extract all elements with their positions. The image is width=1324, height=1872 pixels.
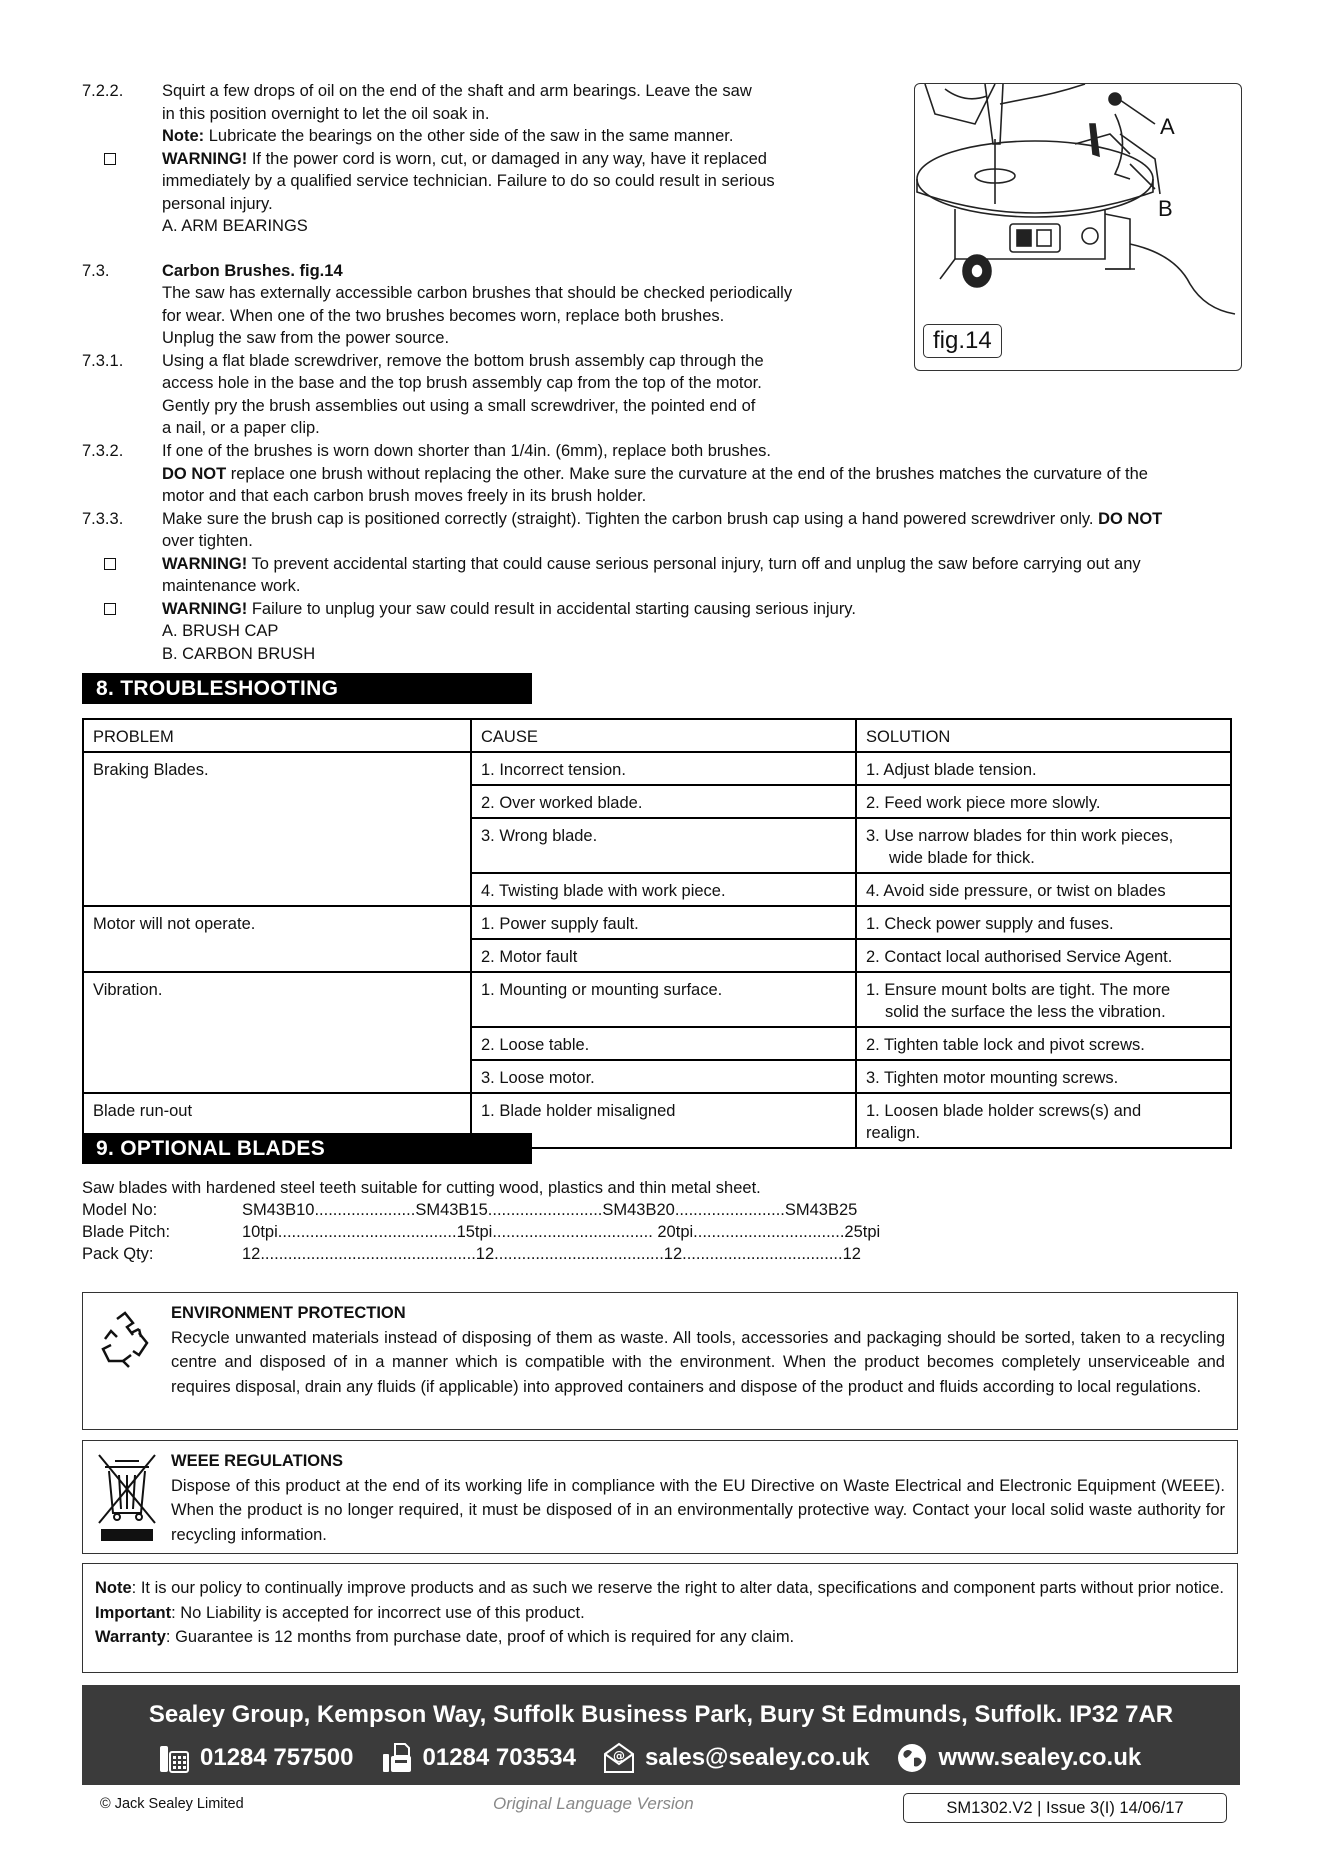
copyright: © Jack Sealey Limited <box>100 1796 244 1812</box>
optional-blades-heading: 9. OPTIONAL BLADES <box>82 1133 532 1164</box>
weee-content <box>171 1449 1225 1547</box>
qty-values: 12...............................................12.....................................12...................................12 <box>242 1245 861 1263</box>
optional-blades-section <box>82 1177 1182 1265</box>
email-item <box>603 1742 869 1774</box>
step-number: 7.3.2. <box>82 442 124 460</box>
cause-cell: 4. Twisting blade with work piece. <box>471 873 856 906</box>
solution-cell: 1. Adjust blade tension. <box>856 752 1231 785</box>
fax-item <box>381 1742 577 1774</box>
troubleshooting-heading: 8. TROUBLESHOOTING <box>82 673 532 704</box>
phone-number[interactable]: 01284 757500 <box>200 1744 354 1771</box>
problem-cell: Motor will not operate. <box>83 906 471 972</box>
warning-text: To prevent accidental starting that could cause serious personal injury, turn off and unplug the saw before carrying out any <box>247 554 1141 573</box>
warning-text: immediately by a qualified service technician. Failure to do so could result in serious <box>162 172 775 190</box>
blades-intro: Saw blades with hardened steel teeth suitable for cutting wood, plastics and thin metal sheet. <box>82 1179 761 1197</box>
warning-label: WARNING! <box>162 554 248 573</box>
warning-text: maintenance work. <box>162 577 301 595</box>
solution-cell: 3. Tighten motor mounting screws. <box>856 1060 1231 1093</box>
web-item <box>896 1742 1141 1774</box>
weee-box <box>82 1440 1238 1554</box>
part-label: A. BRUSH CAP <box>162 622 279 640</box>
step-7-3-3 <box>82 508 1242 553</box>
model-row <box>82 1199 1182 1221</box>
company-address: Sealey Group, Kempson Way, Suffolk Business Park, Bury St Edmunds, Suffolk. IP32 7AR <box>148 1701 1174 1728</box>
recycle-icon <box>95 1309 155 1369</box>
warning-label: WARNING! <box>162 149 248 168</box>
table-row <box>83 906 1231 939</box>
table-row <box>83 972 1231 1027</box>
warning-text: If the power cord is worn, cut, or damaged in any way, have it replaced <box>247 149 767 168</box>
cause-cell: 1. Power supply fault. <box>471 906 856 939</box>
note-text: Lubricate the bearings on the other side of the saw in the same manner. <box>204 127 734 145</box>
checkbox-bullet-icon <box>104 558 116 570</box>
do-not-label: DO NOT <box>162 464 227 483</box>
solution-text: solid the surface the less the vibration. <box>885 1003 1166 1021</box>
cause-cell: 1. Mounting or mounting surface. <box>471 972 856 1027</box>
checkbox-bullet-icon <box>104 153 116 165</box>
step-7-3-2 <box>82 440 1242 508</box>
solution-text: 1. Ensure mount bolts are tight. The more <box>866 981 1171 999</box>
solution-cell: 2. Feed work piece more slowly. <box>856 785 1231 818</box>
email-address[interactable]: sales@sealey.co.uk <box>645 1744 870 1771</box>
note-label: Note: <box>162 127 205 145</box>
callout-b: B <box>1158 196 1173 221</box>
pitch-label: Blade Pitch: <box>82 1223 171 1241</box>
step-7-3-1 <box>82 350 894 440</box>
step-text: If one of the brushes is worn down shorter than 1/4in. (6mm), replace both brushes. <box>162 442 771 460</box>
part-label: B. CARBON BRUSH <box>162 644 316 663</box>
pitch-row <box>82 1221 1182 1243</box>
environment-box <box>82 1292 1238 1430</box>
step-text: The saw has externally accessible carbon brushes that should be checked periodically <box>162 284 793 302</box>
website-link[interactable]: www.sealey.co.uk <box>938 1744 1142 1771</box>
cause-cell: 2. Over worked blade. <box>471 785 856 818</box>
globe-icon <box>896 1742 928 1774</box>
table-header-row <box>83 719 1231 752</box>
model-values: SM43B10......................SM43B15.........................SM43B20........................SM43B25 <box>242 1201 858 1219</box>
solution-text: wide blade for thick. <box>889 849 1035 867</box>
warning-accidental-start <box>82 553 1242 598</box>
problem-cell: Braking Blades. <box>83 752 471 906</box>
maintenance-section-wide <box>82 440 1242 665</box>
issue-badge: SM1302.V2 | Issue 3(I) 14/06/17 <box>903 1793 1227 1823</box>
troubleshooting-table <box>82 718 1232 1149</box>
warning-text: Failure to unplug your saw could result in accidental starting causing serious injury. <box>247 599 856 618</box>
solution-cell <box>856 818 1231 873</box>
figure-14 <box>914 83 1242 371</box>
checkbox-bullet-icon <box>104 603 116 615</box>
notes-content <box>95 1576 1225 1650</box>
step-text: in this position overnight to let the oil soak in. <box>162 104 490 123</box>
solution-cell: 2. Contact local authorised Service Agent. <box>856 939 1231 972</box>
footer-bar <box>82 1685 1240 1785</box>
solution-text: 1. Loosen blade holder screws(s) and <box>866 1102 1142 1120</box>
step-number: 7.3.3. <box>82 509 124 528</box>
step-text: Make sure the brush cap is positioned correctly (straight). Tighten the carbon brush cap using a hand powered screwdriver only. <box>162 509 1099 528</box>
solution-text: realign. <box>866 1124 921 1142</box>
environment-text: Recycle unwanted materials instead of disposing of them as waste. All tools, accessories and packaging should be sorted, taken to a recycling centre and disposed of in a manner which is compatible with the environment. When the product becomes completely unserviceable and requires disposal, drain any fluids (if applicable) into approved containers and dispose of the product and fluids according to local regulations. <box>171 1328 1225 1396</box>
weee-text: Dispose of this product at the end of its working life in compliance with the EU Directive on Waste Electrical and Electronic Equipment (WEEE). When the product is no longer required, it must be disposed of in an environmentally protective way. Contact your local solid waste authority for recycling information. <box>171 1476 1225 1544</box>
header-problem: PROBLEM <box>83 719 471 752</box>
qty-row <box>82 1243 1182 1265</box>
important-label: Important <box>95 1603 172 1622</box>
step-text: for wear. When one of the two brushes becomes worn, replace both brushes. <box>162 306 725 325</box>
warranty-paragraph <box>95 1625 1225 1650</box>
warning-unplug <box>82 598 1242 666</box>
fax-icon <box>381 1742 413 1774</box>
warranty-text: : Guarantee is 12 months from purchase date, proof of which is required for any claim. <box>165 1628 795 1646</box>
warning-text: personal injury. <box>162 194 273 213</box>
solution-cell: 2. Tighten table lock and pivot screws. <box>856 1027 1231 1060</box>
language-version: Original Language Version <box>493 1794 694 1813</box>
step-text: replace one brush without replacing the other. Make sure the curvature at the end of the brushes matches the curvature of the <box>226 464 1148 483</box>
part-label: A. ARM BEARINGS <box>162 217 308 235</box>
cause-cell: 2. Loose table. <box>471 1027 856 1060</box>
step-text: Gently pry the brush assemblies out using a small screwdriver, the pointed end of <box>162 396 756 415</box>
note-text: : It is our policy to continually improve products and as such we reserve the right to alter data, specifications and component parts without prior notice. <box>131 1579 1224 1597</box>
important-paragraph <box>95 1601 1225 1626</box>
weee-bin-icon <box>95 1453 159 1545</box>
note-paragraph <box>95 1576 1225 1601</box>
warning-power-cord <box>82 148 894 238</box>
note-label: Note <box>95 1579 132 1597</box>
header-cause: CAUSE <box>471 719 856 752</box>
important-text: : No Liability is accepted for incorrect use of this product. <box>171 1603 585 1622</box>
contact-row <box>158 1742 1168 1774</box>
notes-box <box>82 1563 1238 1673</box>
figure-label: fig.14 <box>923 324 1002 358</box>
step-number: 7.3.1. <box>82 351 124 370</box>
warranty-label: Warranty <box>95 1628 166 1646</box>
cause-cell: 1. Blade holder misaligned <box>471 1093 856 1148</box>
cause-cell: 3. Wrong blade. <box>471 818 856 873</box>
solution-cell <box>856 972 1231 1027</box>
step-7-3 <box>82 260 894 350</box>
solution-text: 3. Use narrow blades for thin work pieces, <box>866 827 1174 845</box>
step-7-2-2 <box>82 80 894 148</box>
step-text: access hole in the base and the top brush assembly cap from the top of the motor. <box>162 374 762 392</box>
qty-label: Pack Qty: <box>82 1245 154 1263</box>
table-row <box>83 752 1231 785</box>
step-number: 7.2.2. <box>82 82 124 100</box>
weee-title: WEEE REGULATIONS <box>171 1452 344 1470</box>
solution-cell <box>856 1093 1231 1148</box>
cause-cell: 1. Incorrect tension. <box>471 752 856 785</box>
maintenance-section <box>82 80 894 440</box>
step-text: a nail, or a paper clip. <box>162 419 320 437</box>
phone-item <box>158 1742 354 1774</box>
environment-title: ENVIRONMENT PROTECTION <box>171 1304 406 1322</box>
telephone-icon <box>158 1742 190 1774</box>
cause-cell: 3. Loose motor. <box>471 1060 856 1093</box>
warning-label: WARNING! <box>162 599 248 618</box>
step-text: motor and that each carbon brush moves freely in its brush holder. <box>162 487 647 505</box>
fax-number[interactable]: 01284 703534 <box>422 1744 576 1771</box>
solution-cell: 1. Check power supply and fuses. <box>856 906 1231 939</box>
step-text: Unplug the saw from the power source. <box>162 329 450 347</box>
note-line <box>162 125 894 148</box>
model-label: Model No: <box>82 1201 158 1219</box>
svg-text:@: @ <box>613 1749 625 1763</box>
problem-cell: Blade run-out <box>83 1093 471 1148</box>
email-icon <box>603 1742 635 1774</box>
pitch-values: 10tpi.......................................15tpi................................... 20tpi.................................25tpi <box>242 1223 881 1241</box>
step-text: over tighten. <box>162 532 253 550</box>
header-solution: SOLUTION <box>856 719 1231 752</box>
step-text: Squirt a few drops of oil on the end of the shaft and arm bearings. Leave the saw <box>162 82 752 100</box>
cause-cell: 2. Motor fault <box>471 939 856 972</box>
do-not-label: DO NOT <box>1098 509 1163 528</box>
callout-a: A <box>1160 114 1175 139</box>
environment-content <box>171 1301 1225 1399</box>
step-text: Using a flat blade screwdriver, remove the bottom brush assembly cap through the <box>162 351 764 370</box>
problem-cell: Vibration. <box>83 972 471 1093</box>
step-heading: Carbon Brushes. fig.14 <box>162 261 343 280</box>
solution-cell: 4. Avoid side pressure, or twist on blades <box>856 873 1231 906</box>
step-number: 7.3. <box>82 261 110 280</box>
